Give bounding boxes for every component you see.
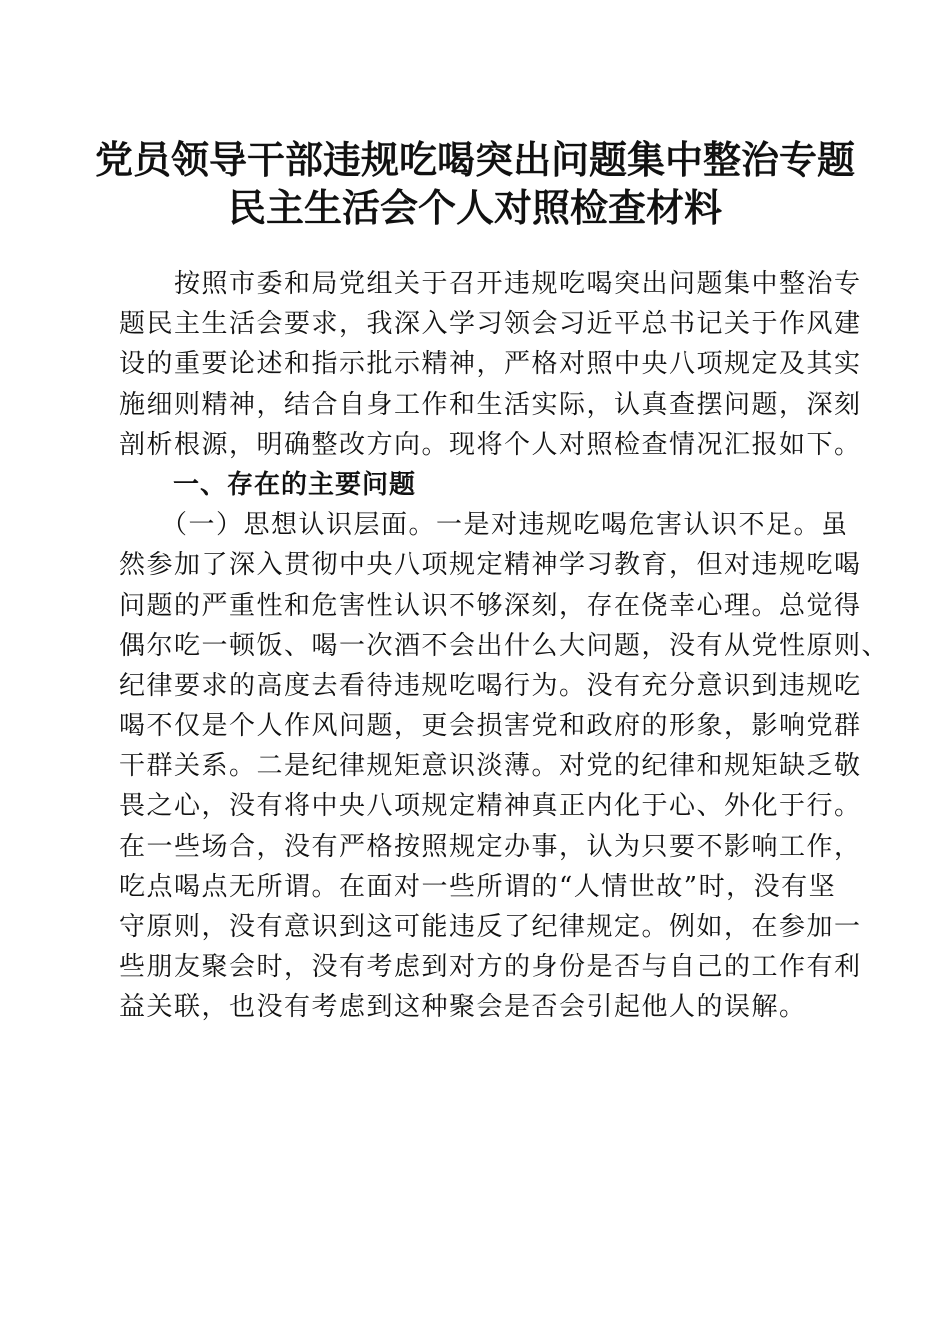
body-line: 守原则，没有意识到这可能违反了纪律规定。例如，在参加一 — [119, 912, 862, 942]
body-line: 益关联，也没有考虑到这种聚会是否会引起他人的误解。 — [119, 992, 807, 1023]
body-line: 偶尔吃一顿饭、喝一次酒不会出什么大问题，没有从党性原则、 — [119, 630, 890, 661]
body-line: 问题的严重性和危害性认识不够深刻，存在侥幸心理。总觉得 — [119, 590, 862, 621]
section-heading: 一、存在的主要问题 — [119, 469, 417, 500]
body-line: 剖析根源，明确整改方向。现将个人对照检查情况汇报如下。 — [119, 429, 862, 460]
body-line: 干群关系。二是纪律规矩意识淡薄。对党的纪律和规矩缺乏敬 — [119, 751, 862, 782]
body-line: 设的重要论述和指示批示精神，严格对照中央八项规定及其实 — [119, 349, 862, 380]
body-line: 畏之心，没有将中央八项规定精神真正内化于心、外化于行。 — [119, 791, 862, 822]
body-line: 题民主生活会要求，我深入学习领会习近平总书记关于作风建 — [119, 309, 862, 340]
document-title-line-1: 党员领导干部违规吃喝突出问题集中整治专题 — [94, 137, 855, 182]
body-line: 喝不仅是个人作风问题，更会损害党和政府的形象，影响党群 — [119, 711, 862, 742]
body-line: （一）思想认识层面。一是对违规吃喝危害认识不足。虽 — [119, 510, 849, 541]
body-line: 纪律要求的高度去看待违规吃喝行为。没有充分意识到违规吃 — [119, 670, 862, 701]
document-body — [119, 264, 890, 1028]
body-line: 些朋友聚会时，没有考虑到对方的身份是否与自己的工作有利 — [119, 952, 862, 983]
body-line: 施细则精神，结合自身工作和生活实际，认真查摆问题，深刻 — [119, 389, 862, 420]
body-line: 然参加了深入贯彻中央八项规定精神学习教育，但对违规吃喝 — [119, 550, 862, 581]
body-line: 吃点喝点无所谓。在面对一些所谓的“人情世故”时，没有坚 — [119, 871, 837, 902]
document-title-line-2: 民主生活会个人对照检查材料 — [227, 185, 722, 230]
body-line: 按照市委和局党组关于召开违规吃喝突出问题集中整治专 — [119, 269, 862, 299]
body-line: 在一些场合，没有严格按照规定办事，认为只要不影响工作， — [119, 831, 862, 862]
